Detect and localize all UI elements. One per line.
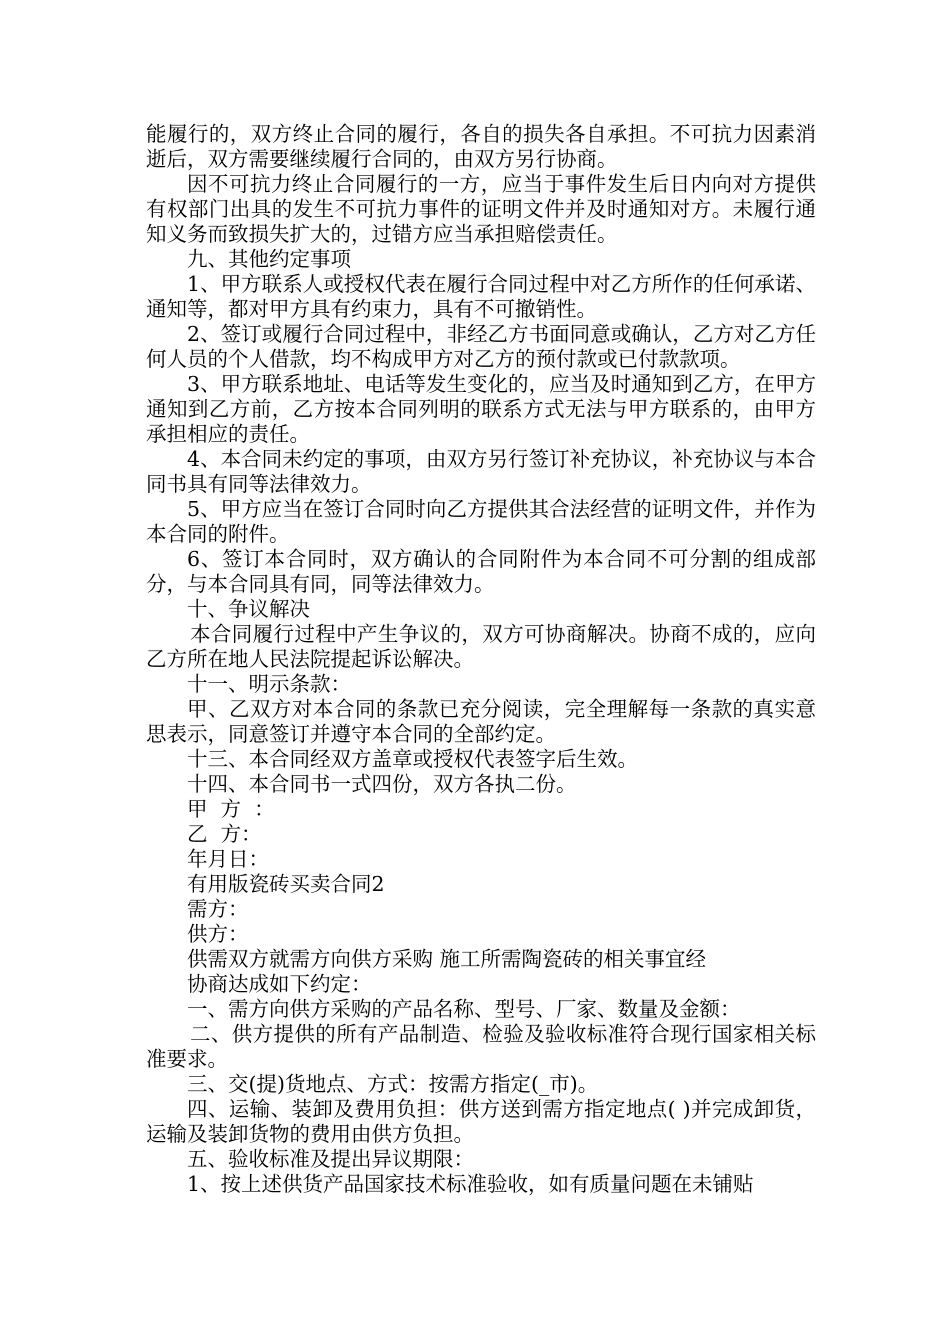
signature-party-b: 乙 方： <box>187 822 262 846</box>
contract-2-intro-line-1: 供需双方就需方向供方采购 施工所需陶瓷砖的相关事宜经 <box>187 947 707 971</box>
clause-explicit-terms: 甲、乙双方对本合同的条款已充分阅读，完全理解每一条款的真实意思表示，同意签订并遵守本合同的全部约定。 <box>146 697 816 746</box>
section-heading-dispute: 十、争议解决 <box>187 597 310 621</box>
paragraph-force-majeure-end: 能履行的，双方终止合同的履行，各自的损失各自承担。不可抗力因素消逝后，双方需要继续履行合同的，由双方另行协商。 <box>146 122 816 171</box>
clause-other-3: 3、甲方联系地址、电话等发生变化的，应当及时通知到乙方，在甲方通知到乙方前，乙方按本合同列明的联系方式无法与甲方联系的，由甲方承担相应的责任。 <box>146 372 816 446</box>
signature-party-a: 甲 方 ： <box>187 797 275 821</box>
contract-2-buyer: 需方： <box>187 897 249 921</box>
contract-text <box>146 122 816 1197</box>
contract-2-clause-1: 一、需方向供方采购的产品名称、型号、厂家、数量及金额： <box>187 997 741 1021</box>
contract-2-supplier: 供方： <box>187 922 249 946</box>
contract-2-clause-4: 四、运输、装卸及费用负担：供方送到需方指定地点( )并完成卸货，运输及装卸货物的费用由供方负担。 <box>146 1097 816 1146</box>
contract-2-clause-5: 五、验收标准及提出异议期限： <box>187 1147 474 1171</box>
contract-2-title: 有用版瓷砖买卖合同2 <box>187 872 385 896</box>
section-heading-other-terms: 九、其他约定事项 <box>187 247 351 271</box>
clause-other-4: 4、本合同未约定的事项，由双方另行签订补充协议，补充协议与本合同书具有同等法律效力。 <box>146 447 816 496</box>
clause-other-1: 1、甲方联系人或授权代表在履行合同过程中对乙方所作的任何承诺、通知等，都对甲方具有约束力，具有不可撤销性。 <box>146 272 816 321</box>
section-heading-explicit-terms: 十一、明示条款： <box>187 672 351 696</box>
clause-dispute: 本合同履行过程中产生争议的，双方可协商解决。协商不成的，应向乙方所在地人民法院提起诉讼解决。 <box>146 622 816 671</box>
clause-copies: 十四、本合同书一式四份，双方各执二份。 <box>187 772 577 796</box>
signature-date: 年月日： <box>187 847 269 871</box>
clause-effective: 十三、本合同经双方盖章或授权代表签字后生效。 <box>187 747 638 771</box>
paragraph-force-majeure-notice: 因不可抗力终止合同履行的一方，应当于事件发生后日内向对方提供有权部门出具的发生不可抗力事件的证明文件并及时通知对方。未履行通知义务而致损失扩大的，过错方应当承担赔偿责任。 <box>146 172 816 246</box>
contract-2-clause-3: 三、交(提)货地点、方式：按需方指定(_市)。 <box>187 1072 599 1096</box>
contract-2-clause-5-1: 1、按上述供货产品国家技术标准验收，如有质量问题在未铺贴 <box>187 1172 754 1196</box>
contract-2-intro-line-2: 协商达成如下约定： <box>187 972 372 996</box>
clause-other-2: 2、签订或履行合同过程中，非经乙方书面同意或确认，乙方对乙方任何人员的个人借款，均不构成甲方对乙方的预付款或已付款款项。 <box>146 322 816 371</box>
clause-other-5: 5、甲方应当在签订合同时向乙方提供其合法经营的证明文件，并作为本合同的附件。 <box>146 497 816 546</box>
clause-other-6: 6、签订本合同时，双方确认的合同附件为本合同不可分割的组成部分，与本合同具有同，同等法律效力。 <box>146 547 816 596</box>
contract-2-clause-2: 二、供方提供的所有产品制造、检验及验收标准符合现行国家相关标准要求。 <box>146 1022 816 1071</box>
